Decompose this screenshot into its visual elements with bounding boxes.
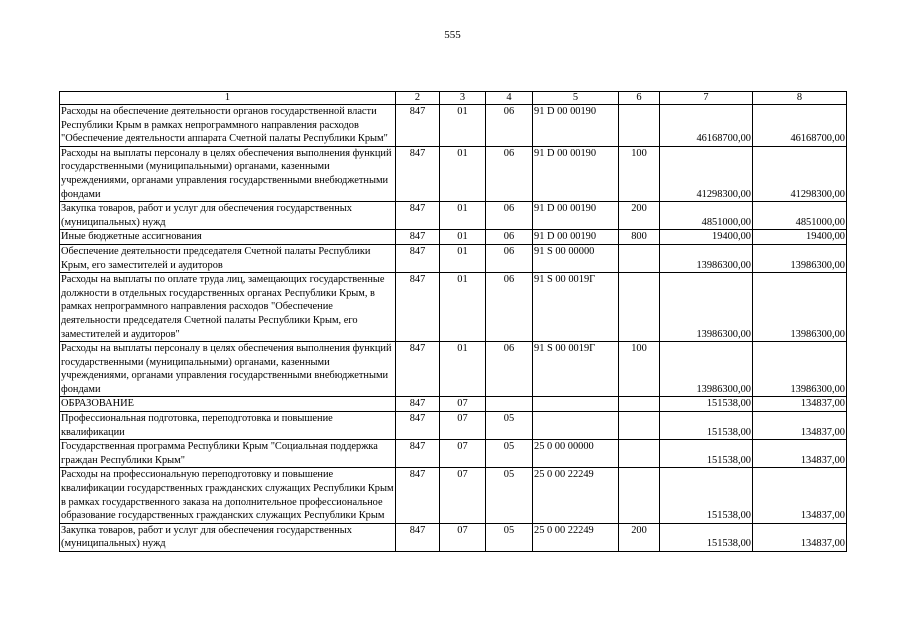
header-cell: 3	[440, 92, 486, 105]
header-cell: 5	[533, 92, 619, 105]
subsection-code-cell: 05	[486, 412, 533, 440]
item-name-cell: ОБРАЗОВАНИЕ	[60, 397, 396, 412]
expense-type-cell	[619, 412, 660, 440]
item-name-cell: Расходы на обеспечение деятельности органов государственной власти Республики Крым в рамках непрограммного направления расходов "Обеспечение деятельности аппарата Счетной палаты Республики Крым"	[60, 105, 396, 147]
amount-year-2-cell: 41298300,00	[753, 146, 847, 201]
target-article-cell: 91 D 00 00190	[533, 202, 619, 230]
table-header-row	[60, 92, 847, 105]
expense-type-cell	[619, 273, 660, 342]
table-row	[60, 440, 847, 468]
amount-year-2-cell: 13986300,00	[753, 342, 847, 397]
item-name-cell: Обеспечение деятельности председателя Счетной палаты Республики Крым, его заместителей и аудиторов	[60, 244, 396, 272]
table-row	[60, 397, 847, 412]
amount-year-2-cell: 134837,00	[753, 440, 847, 468]
table-row	[60, 273, 847, 342]
page-number: 555	[444, 29, 461, 41]
item-name-cell: Расходы на выплаты персоналу в целях обеспечения выполнения функций государственными (муниципальными) органами, казенными учреждениями, органами управления государственными внебюджетными фондами	[60, 342, 396, 397]
ministry-code-cell: 847	[396, 273, 440, 342]
amount-year-1-cell: 13986300,00	[660, 342, 753, 397]
amount-year-1-cell: 151538,00	[660, 440, 753, 468]
expense-type-cell	[619, 105, 660, 147]
item-name-cell: Иные бюджетные ассигнования	[60, 230, 396, 245]
target-article-cell: 91 D 00 00190	[533, 146, 619, 201]
expense-type-cell: 200	[619, 202, 660, 230]
target-article-cell	[533, 397, 619, 412]
subsection-code-cell: 06	[486, 146, 533, 201]
section-code-cell: 01	[440, 105, 486, 147]
section-code-cell: 01	[440, 273, 486, 342]
subsection-code-cell: 05	[486, 468, 533, 523]
amount-year-2-cell: 46168700,00	[753, 105, 847, 147]
section-code-cell: 01	[440, 146, 486, 201]
subsection-code-cell: 05	[486, 440, 533, 468]
ministry-code-cell: 847	[396, 523, 440, 551]
ministry-code-cell: 847	[396, 342, 440, 397]
item-name-cell: Расходы на профессиональную переподготовку и повышение квалификации государственных гражданских служащих Республики Крым в рамках государственного заказа на дополнительное профессиональное образование государственных гражданских служащих Республики Крым	[60, 468, 396, 523]
section-code-cell: 07	[440, 412, 486, 440]
item-name-cell: Закупка товаров, работ и услуг для обеспечения государственных (муниципальных) нужд	[60, 523, 396, 551]
section-code-cell: 01	[440, 202, 486, 230]
table-row	[60, 412, 847, 440]
expense-type-cell: 100	[619, 146, 660, 201]
header-cell: 6	[619, 92, 660, 105]
subsection-code-cell: 06	[486, 105, 533, 147]
ministry-code-cell: 847	[396, 202, 440, 230]
amount-year-1-cell: 41298300,00	[660, 146, 753, 201]
budget-table	[59, 91, 847, 552]
subsection-code-cell: 06	[486, 273, 533, 342]
amount-year-1-cell: 151538,00	[660, 397, 753, 412]
amount-year-2-cell: 134837,00	[753, 412, 847, 440]
table-row	[60, 342, 847, 397]
ministry-code-cell: 847	[396, 440, 440, 468]
header-cell: 2	[396, 92, 440, 105]
expense-type-cell: 800	[619, 230, 660, 245]
target-article-cell: 91 S 00 0019Г	[533, 273, 619, 342]
amount-year-1-cell: 13986300,00	[660, 273, 753, 342]
target-article-cell	[533, 412, 619, 440]
amount-year-1-cell: 19400,00	[660, 230, 753, 245]
ministry-code-cell: 847	[396, 146, 440, 201]
ministry-code-cell: 847	[396, 397, 440, 412]
table-row	[60, 523, 847, 551]
table-row	[60, 146, 847, 201]
ministry-code-cell: 847	[396, 468, 440, 523]
section-code-cell: 07	[440, 468, 486, 523]
amount-year-2-cell: 4851000,00	[753, 202, 847, 230]
subsection-code-cell: 06	[486, 230, 533, 245]
target-article-cell: 25 0 00 22249	[533, 468, 619, 523]
table-row	[60, 468, 847, 523]
table-row	[60, 202, 847, 230]
item-name-cell: Государственная программа Республики Крым "Социальная поддержка граждан Республики Крым"	[60, 440, 396, 468]
amount-year-1-cell: 151538,00	[660, 468, 753, 523]
amount-year-2-cell: 13986300,00	[753, 273, 847, 342]
header-cell: 1	[60, 92, 396, 105]
expense-type-cell	[619, 397, 660, 412]
subsection-code-cell	[486, 397, 533, 412]
amount-year-2-cell: 134837,00	[753, 397, 847, 412]
amount-year-2-cell: 134837,00	[753, 468, 847, 523]
target-article-cell: 91 D 00 00190	[533, 230, 619, 245]
amount-year-1-cell: 151538,00	[660, 523, 753, 551]
amount-year-2-cell: 13986300,00	[753, 244, 847, 272]
target-article-cell: 91 S 00 0019Г	[533, 342, 619, 397]
section-code-cell: 07	[440, 397, 486, 412]
table-row	[60, 105, 847, 147]
table-row	[60, 230, 847, 245]
section-code-cell: 07	[440, 440, 486, 468]
target-article-cell: 25 0 00 00000	[533, 440, 619, 468]
section-code-cell: 01	[440, 244, 486, 272]
ministry-code-cell: 847	[396, 230, 440, 245]
expense-type-cell	[619, 468, 660, 523]
expense-type-cell: 100	[619, 342, 660, 397]
amount-year-1-cell: 13986300,00	[660, 244, 753, 272]
header-cell: 7	[660, 92, 753, 105]
target-article-cell: 91 D 00 00190	[533, 105, 619, 147]
subsection-code-cell: 06	[486, 342, 533, 397]
section-code-cell: 01	[440, 230, 486, 245]
ministry-code-cell: 847	[396, 412, 440, 440]
amount-year-2-cell: 19400,00	[753, 230, 847, 245]
amount-year-1-cell: 4851000,00	[660, 202, 753, 230]
table-row	[60, 244, 847, 272]
expense-type-cell	[619, 440, 660, 468]
item-name-cell: Расходы на выплаты персоналу в целях обеспечения выполнения функций государственными (муниципальными) органами, казенными учреждениями, органами управления государственными внебюджетными фондами	[60, 146, 396, 201]
ministry-code-cell: 847	[396, 244, 440, 272]
subsection-code-cell: 05	[486, 523, 533, 551]
header-cell: 8	[753, 92, 847, 105]
amount-year-1-cell: 46168700,00	[660, 105, 753, 147]
item-name-cell: Закупка товаров, работ и услуг для обеспечения государственных (муниципальных) нужд	[60, 202, 396, 230]
item-name-cell: Профессиональная подготовка, переподготовка и повышение квалификации	[60, 412, 396, 440]
section-code-cell: 01	[440, 342, 486, 397]
ministry-code-cell: 847	[396, 105, 440, 147]
item-name-cell: Расходы на выплаты по оплате труда лиц, замещающих государственные должности в отдельных государственных органах Республики Крым, в рамках непрограммного направления расходов "Обеспечение деятельности председателя Счетной палаты Республики Крым, его заместителей и аудиторов"	[60, 273, 396, 342]
expense-type-cell	[619, 244, 660, 272]
target-article-cell: 25 0 00 22249	[533, 523, 619, 551]
amount-year-1-cell: 151538,00	[660, 412, 753, 440]
target-article-cell: 91 S 00 00000	[533, 244, 619, 272]
section-code-cell: 07	[440, 523, 486, 551]
subsection-code-cell: 06	[486, 244, 533, 272]
amount-year-2-cell: 134837,00	[753, 523, 847, 551]
header-cell: 4	[486, 92, 533, 105]
subsection-code-cell: 06	[486, 202, 533, 230]
expense-type-cell: 200	[619, 523, 660, 551]
